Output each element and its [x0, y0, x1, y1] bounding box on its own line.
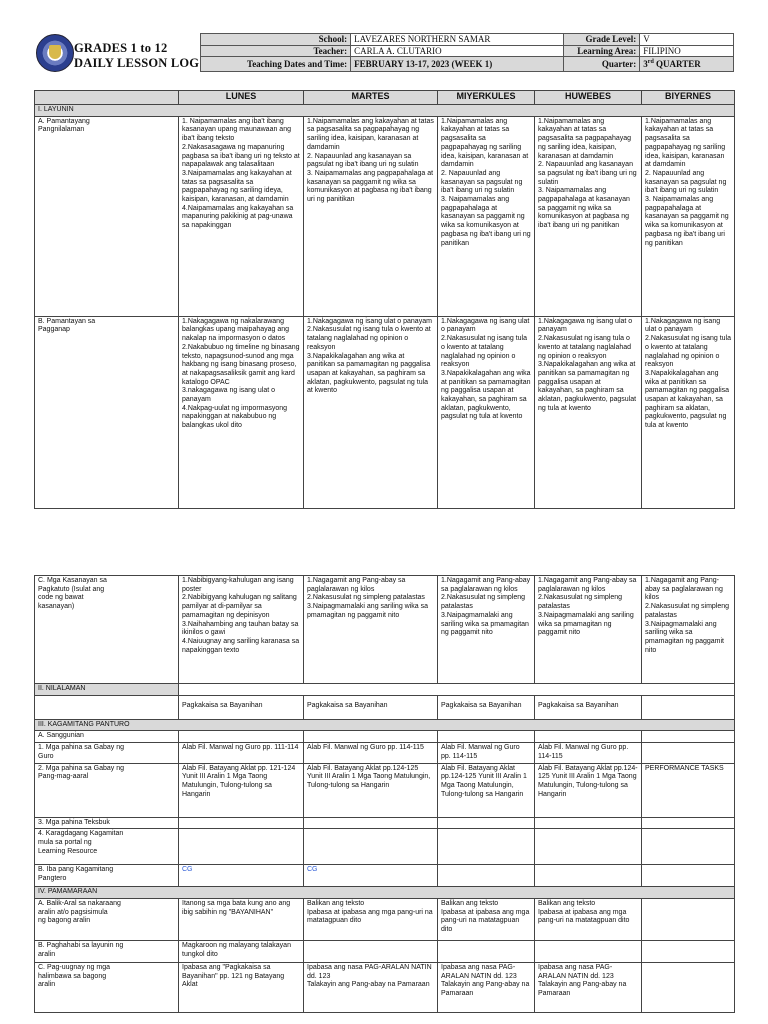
table-row: Pagkakaisa sa Bayanihan Pagkakaisa sa Bayanihan Pagkakaisa sa Bayanihan Pagkakaisa sa Bayanihan [35, 695, 735, 719]
section-nilalaman: II. NILALAMAN [35, 684, 735, 696]
table-row: B. Pamantayan sa Pagganap 1.Nakagagawa ng nakalarawang balangkas upang maipahayag ang nakalap na impormasyon o datos 2.Nakabubuo ng timeline ng binasang teksto, napagsunod-sunod ang mga hakbang ng isang binasang proseso, at nakapagsasaliksik gamit ang kard katalogo OPAC 3.nakagagawa ng isang ulat o panayam 4.Nakpag-uulat ng impormasyong napakinggan at nakabubuo ng balangkas ukol dito 1.Nakagagawa ng isang ulat o panayam 2.Nakasusulat ng isang tula o kwento at tatalang naglalahad ng opinion o reaksyon 3.Napakikalagahan ang wika at panitikan sa pamamagitan ng paggalisa usapan at kakayahan, sa paghiram sa aklatan, pagkukwento, pagsulat ng tula at kwento 1.Nakagagawa ng isang ulat o panayam 2.Nakasusulat ng isang tula o kwento at tatalang naglalahad ng opinion o reaksyon 3.Napakikalagahan ang wika at panitikan sa pamamagitan ng paggalisa usapan at kakayahan, sa paghiram sa aklatan, pagkukwento, pagsulat ng tula at kwento 1.Nakagagawa ng isang ulat o panayam 2.Nakasusulat ng isang tula o kwento at tatalang naglalahad ng opinion o reaksyon 3.Napakikalagahan ang wika at panitikan sa pamamagitan ng paggalisa usapan at kakayahan, sa paghiram sa aklatan, pagkukwento, pagsulat ng tula at kwento 1.Nakagagawa ng isang ulat o panayam 2.Nakasusulat ng isang tula o kwento at tatalang naglalahad ng opinion o reaksyon 3.Napakikalagahan ang wika at panitikan sa pamamagitan ng paggalisa usapan at kakayahan, sa paghiram sa aklatan, pagkukwento, pagsulat ng tula at kwento [35, 316, 735, 508]
table-row: 3. Mga pahina Teksbuk [35, 817, 735, 829]
table-row: 4. Karagdagang Kagamitan mula sa portal ng Learning Resource [35, 829, 735, 865]
school-label: School: [201, 34, 351, 46]
table-row: B. Paghahabi sa layunin ng aralin Magkaroon ng malayang talakayan tungkol dito [35, 940, 735, 962]
table-row: C. Pag-uugnay ng mga halimbawa sa bagong aralin Ipabasa ang "Pagkakaisa sa Bayanihan" pp. 121 ng Batayang Aklat Ipabasa ang nasa PAG-ARALAN NATIN dd. 123 Talakayin ang Pang-abay na Pamaraan Ipabasa ang nasa PAG-ARALAN NATIN dd. 123 Talakayin ang Pang-abay na Pamaraan Ipabasa ang nasa PAG-ARALAN NATIN dd. 123 Talakayin ang Pang-abay na Pamaraan [35, 962, 735, 1012]
objectives-table [34, 90, 735, 509]
header-info-table [200, 33, 734, 72]
dates-value: FEBRUARY 13-17, 2023 (WEEK 1) [351, 57, 564, 72]
teacher-label: Teacher: [201, 45, 351, 57]
quarter-label: Quarter: [564, 57, 640, 72]
corner-cell [35, 91, 179, 105]
quarter-value: 3rd QUARTER [640, 57, 734, 72]
grade-value: V [640, 34, 734, 46]
section-layunin: I. LAYUNIN [35, 105, 735, 117]
table-row: 1. Mga pahina sa Gabay ng Guro Alab Fil. Manwal ng Guro pp. 111-114 Alab Fil. Manwal ng Guro pp. 114-115 Alab Fil. Manwal ng Guro pp. 114-115 Alab Fil. Manwal ng Guro pp. 114-115 [35, 743, 735, 763]
table-row: B. Iba pang Kagamitang Pangtero CG CG [35, 865, 735, 887]
table-row: A. Sanggunian [35, 731, 735, 743]
days-header-row [35, 91, 735, 105]
area-label: Learning Area: [564, 45, 640, 57]
table-row: 2. Mga pahina sa Gabay ng Pang-mag-aaral Alab Fil. Batayang Aklat pp. 121-124 Yunit III Aralin 1 Mga Taong Matulungin, Tulong-tulong sa Hangarin Alab Fil. Batayang Aklat pp.124-125 Yunit III Aralin 1 Mga Taong Matulungin, Tulong-tulong sa Hangarin Alab Fil. Batayang Aklat pp.124-125 Yunit III Aralin 1 Mga Taong Matulungin, Tulong-tulong sa Hangarin Alab Fil. Batayang Aklat pp.124-125 Yunit III Aralin 1 Mga Taong Matulungin, Tulong-tulong sa Hangarin PERFORMANCE TASKS [35, 763, 735, 817]
teacher-value: CARLA A. CLUTARIO [351, 45, 564, 57]
dates-label: Teaching Dates and Time: [201, 57, 351, 72]
procedures-table [34, 575, 735, 1013]
table-row: A. Pamantayang Pangnilalaman 1. Naipamamalas ang iba't ibang kasanayan upang maunawaan ang iba't ibang teksto 2.Nakasasagawa ng mapanuring pagbasa sa iba't ibang uri ng teksto at napapalawak ang talasalitaan 3.Naipamamalas ang kakayahan at tatas sa pagsasalita sa pagpapahayag ng sariling ideya, kaisipan, karanasan, at damdamin 4.Naipamamalas ang kakayahan sa mapanuring pakikinig at pag-unawa sa napakinggan 1.Naipamamalas ang kakayahan at tatas sa pagsasalita sa pagpapahayag ng sariling idea, kaisipan, karanasan at damdamin 2. Napauunlad ang kasanayan sa pagsulat ng iba't ibang uri ng sulatin 3. Naipamamalas ang pagpapahalaga at kasanayan sa paggamit ng wika sa komunikasyon at pagbasa ng iba't ibang uri ng panitikan 1.Naipamamalas ang kakayahan at tatas sa pagsasalita sa pagpapahayag ng sariling idea, kaisipan, karanasan at damdamin 2. Napauunlad ang kasanayan sa pagsulat ng iba't ibang uri ng sulatin 3. Naipamamalas ang pagpapahalaga at kasanayan sa paggamit ng wika sa komunikasyon at pagbasa ng iba't ibang uri ng panitikan 1.Naipamamalas ang kakayahan at tatas sa pagsasalita sa pagpapahayag ng sariling idea, kaisipan, karanasan at damdamin 2. Napauunlad ang kasanayan sa pagsulat ng iba't ibang uri ng sulatin 3. Naipamamalas ang pagpapahalaga at kasanayan sa paggamit ng wika sa komunikasyon at pagbasa ng iba't ibang uri ng panitikan 1.Naipamamalas ang kakayahan at tatas sa pagsasalita sa pagpapahayag ng sariling idea, kaisipan, karanasan at damdamin 2. Napauunlad ang kasanayan sa pagsulat ng iba't ibang uri ng sulatin 3. Naipamamalas ang pagpapahalaga at kasanayan sa paggamit ng wika sa komunikasyon at pagbasa ng iba't ibang uri ng panitikan [35, 116, 735, 316]
deped-seal-icon [36, 34, 74, 72]
day-biyernes: BIYERNES [642, 91, 735, 105]
table-row: C. Mga Kasanayan sa Pagkatuto (Isulat ang code ng bawat kasanayan) 1.Nabibigyang-kahulugan ang isang poster 2.Nabibigyang kahulugan ng salitang pamilyar at di-pamilyar sa pamamagitan ng depinisyon 3.Naihahambing ang tauhan batay sa ikinilos o gawi 4.Naiuugnay ang sariling karanasa sa napakinggan texto 1.Nagagamit ang Pang-abay sa paglalarawan ng kilos 2.Nakasusulat ng simpleng patalastas 3.Naipagmamalaki ang sariling wika sa pmamagitan ng paggamit nito 1.Nagagamit ang Pang-abay sa paglalarawan ng kilos 2.Nakasusulat ng simpleng patalastas 3.Naipagmamalaki ang sariling wika sa pmamagitan ng paggamit nito 1.Nagagamit ang Pang-abay sa paglalarawan ng kilos 2.Nakasusulat ng simpleng patalastas 3.Naipagmamalaki ang sariling wika sa pmamagitan ng paggamit nito 1.Nagagamit ang Pang-abay sa paglalarawan ng kilos 2.Nakasusulat ng simpleng patalastas 3.Naipagmamalaki ang sariling wika sa pmamagitan ng paggamit nito [35, 576, 735, 684]
document-title: GRADES 1 to 12 DAILY LESSON LOG [74, 41, 200, 70]
cg-link[interactable]: CG [179, 865, 304, 887]
cg-link[interactable]: CG [304, 865, 438, 887]
day-lunes: LUNES [179, 91, 304, 105]
school-value: LAVEZARES NORTHERN SAMAR [351, 34, 564, 46]
day-miyerkules: MIYERKULES [438, 91, 535, 105]
table-row: A. Balik-Aral sa nakaraang aralin at/o pagsisimula ng bagong aralin Itanong sa mga bata kung ano ang ibig sabihin ng "BAYANIHAN" Balikan ang teksto Ipabasa at ipabasa ang mga pang-uri na matatagpuan dito Balikan ang teksto Ipabasa at ipabasa ang mga pang-uri na matatagpuan dito Balikan ang teksto Ipabasa at ipabasa ang mga pang-uri na matatagpuan dito [35, 898, 735, 940]
section-pamamaraan: IV. PAMAMARAAN [35, 887, 735, 899]
day-martes: MARTES [304, 91, 438, 105]
area-value: FILIPINO [640, 45, 734, 57]
lesson-log-header [34, 33, 734, 81]
grade-label: Grade Level: [564, 34, 640, 46]
section-kagamitan: III. KAGAMITANG PANTURO [35, 719, 735, 731]
day-huwebes: HUWEBES [535, 91, 642, 105]
